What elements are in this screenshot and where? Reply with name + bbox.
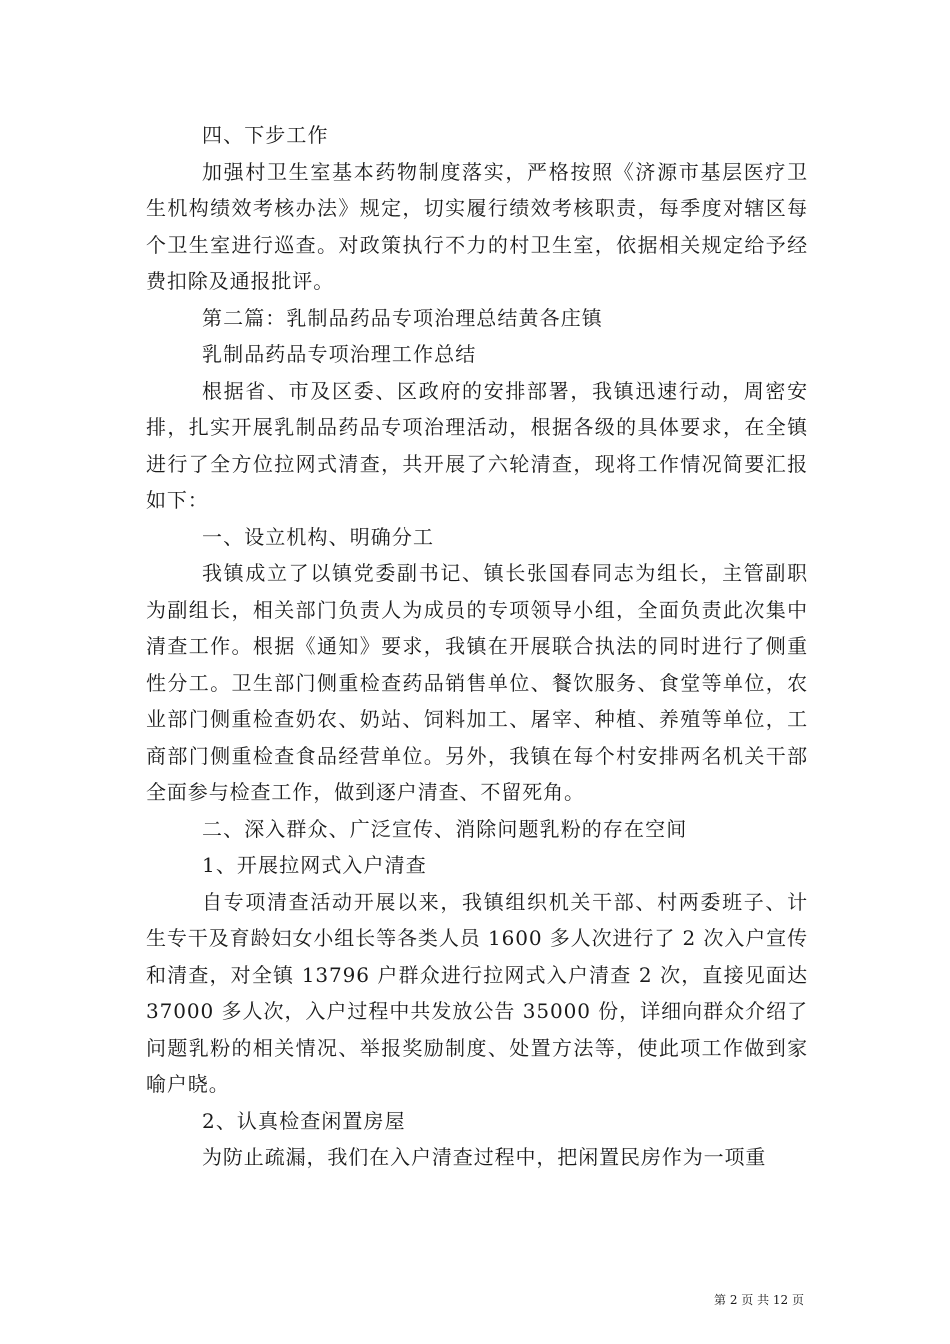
- document-body: [146, 117, 808, 1176]
- page-number: 第 2 页 共 12 页: [714, 1293, 804, 1307]
- paragraph-next-steps: 加强村卫生室基本药物制度落实，严格按照《济源市基层医疗卫生机构绩效考核办法》规定，切实履行绩效考核职责，每季度对辖区每个卫生室进行巡查。对政策执行不力的村卫生室，依据相关规定给予经费扣除及通报批评。: [146, 159, 808, 293]
- paragraph-intro: 根据省、市及区委、区政府的安排部署，我镇迅速行动，周密安排，扎实开展乳制品药品专项治理活动，根据各级的具体要求，在全镇进行了全方位拉网式清查，共开展了六轮清查，现将工作情况简要汇报如下：: [146, 378, 808, 512]
- paragraph-household-check: 自专项清查活动开展以来，我镇组织机关干部、村两委班子、计生专干及育龄妇女小组长等各类人员 1600 多人次进行了 2 次入户宣传和清查，对全镇 13796 户群众进行拉网式入户清查 2 次，直接见面达 37000 多人次，入户过程中共发放公告 35000 份，详细向群众介绍了问题乳粉的相关情况、举报奖励制度、处置方法等，使此项工作做到家喻户晓。: [146, 889, 808, 1096]
- section-heading-organization: 一、设立机构、明确分工: [202, 524, 435, 549]
- section-heading-outreach: 二、深入群众、广泛宣传、消除问题乳粉的存在空间: [202, 816, 688, 841]
- subsection-heading-vacant-houses: 2、认真检查闲置房屋: [202, 1108, 406, 1133]
- article-title: 第二篇：乳制品药品专项治理总结黄各庄镇: [202, 305, 603, 330]
- paragraph-vacant-houses: 为防止疏漏，我们在入户清查过程中，把闲置民房作为一项重: [202, 1145, 767, 1169]
- article-subtitle: 乳制品药品专项治理工作总结: [202, 342, 477, 366]
- subsection-heading-household-check: 1、开展拉网式入户清查: [202, 853, 427, 877]
- section-heading-next-steps: 四、下步工作: [202, 123, 329, 147]
- paragraph-organization: 我镇成立了以镇党委副书记、镇长张国春同志为组长，主管副职为副组长，相关部门负责人为成员的专项领导小组，全面负责此次集中清查工作。根据《通知》要求，我镇在开展联合执法的同时进行了侧重性分工。卫生部门侧重检查药品销售单位、餐饮服务、食堂等单位，农业部门侧重检查奶农、奶站、饲料加工、屠宰、种植、养殖等单位，工商部门侧重检查食品经营单位。另外，我镇在每个村安排两名机关干部全面参与检查工作，做到逐户清查、不留死角。: [146, 561, 808, 804]
